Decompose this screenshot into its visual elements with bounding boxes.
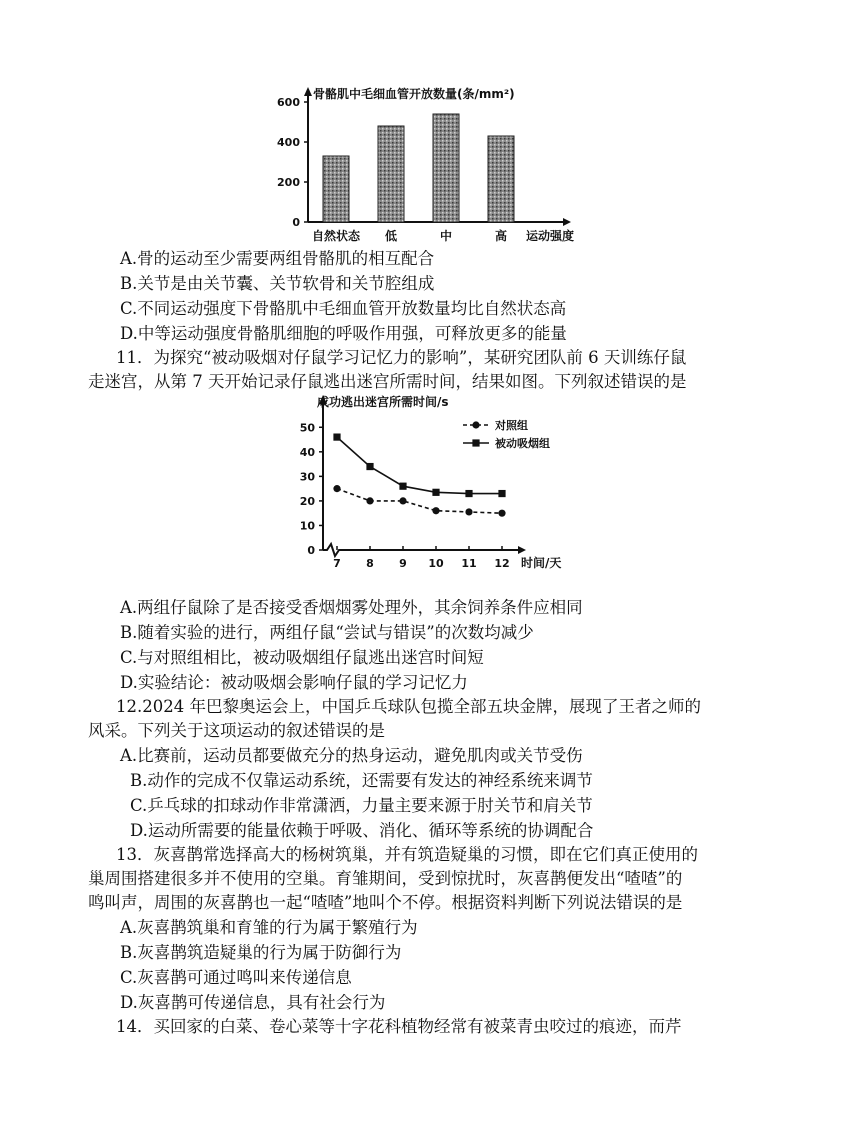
line-chart-ylabel: 成功逃出迷宫所需时间/s	[317, 395, 449, 409]
bar-category-label: 自然状态	[311, 229, 361, 243]
maze-time-line-chart	[283, 390, 583, 575]
bar	[488, 136, 514, 222]
data-point	[465, 508, 472, 515]
q12-option-c: C.乒乓球的扣球动作非常潇洒，力量主要来源于肘关节和肩关节	[130, 796, 593, 815]
data-point	[465, 490, 472, 497]
bar-y-arrow	[304, 87, 312, 96]
legend-label: 被动吸烟组	[495, 437, 550, 450]
legend-marker	[472, 439, 479, 446]
q11-option-a: A.两组仔鼠除了是否接受香烟烟雾处理外，其余饲养条件应相同	[120, 598, 583, 617]
line-x-tick-label: 7	[333, 557, 341, 570]
q11-option-d: D.实验结论：被动吸烟会影响仔鼠的学习记忆力	[120, 673, 468, 692]
line-chart-xlabel: 时间/天	[521, 556, 562, 570]
q11-stem-line1: 11．为探究“被动吸烟对仔鼠学习记忆力的影响”，某研究团队前 6 天训练仔鼠	[116, 348, 687, 367]
legend-label: 对照组	[495, 419, 528, 432]
q13-option-b: B.灰喜鹊筑造疑巢的行为属于防御行为	[120, 943, 402, 962]
line-y-tick-label: 10	[299, 519, 315, 533]
data-point	[498, 490, 505, 497]
data-point	[366, 497, 373, 504]
data-point	[498, 510, 505, 517]
line-y-tick-label: 20	[299, 494, 315, 508]
q13-stem-line2: 巢周围搭建很多并不使用的空巢。育雏期间，受到惊扰时，灰喜鹊便发出“喳喳”的	[88, 869, 683, 888]
q13-option-a: A.灰喜鹊筑巢和育雏的行为属于繁殖行为	[120, 918, 418, 937]
bar-category-label: 中	[439, 229, 453, 243]
line-y-tick-label: 30	[299, 470, 315, 484]
data-point	[399, 483, 406, 490]
q13-option-d: D.灰喜鹊可传递信息，具有社会行为	[120, 993, 386, 1012]
q12-option-d: D.运动所需要的能量依赖于呼吸、消化、循环等系统的协调配合	[130, 821, 594, 840]
line-x-tick-label: 10	[428, 557, 444, 570]
bar-category-label: 低	[384, 229, 398, 243]
line-x-axis	[323, 544, 518, 556]
line-x-tick-label: 11	[461, 557, 477, 570]
bar-y-tick-label: 200	[277, 176, 300, 189]
bar	[433, 114, 459, 222]
bar-y-tick-label: 0	[292, 216, 300, 229]
line-x-tick-label: 12	[494, 557, 510, 570]
q12-stem-line1: 12.2024 年巴黎奥运会上，中国乒乓球队包揽全部五块金牌，展现了王者之师的	[116, 697, 701, 716]
bar-chart-xlabel: 运动强度	[526, 229, 575, 243]
q13-option-c: C.灰喜鹊可通过鸣叫来传递信息	[120, 968, 352, 987]
legend-marker	[472, 421, 479, 428]
q11-option-b: B.随着实验的进行，两组仔鼠“尝试与错误”的次数均减少	[120, 623, 534, 642]
q10-option-a: A.骨的运动至少需要两组骨骼肌的相互配合	[120, 249, 435, 268]
line-x-tick-label: 9	[399, 557, 407, 570]
q12-option-a: A.比赛前，运动员都要做充分的热身运动，避免肌肉或关节受伤	[120, 746, 583, 765]
q10-option-b: B.关节是由关节囊、关节软骨和关节腔组成	[120, 274, 435, 293]
series-line	[337, 489, 502, 514]
q11-option-c: C.与对照组相比，被动吸烟组仔鼠逃出迷宫时间短	[120, 648, 484, 667]
data-point	[432, 489, 439, 496]
bar	[323, 156, 349, 222]
data-point	[333, 433, 340, 440]
data-point	[399, 497, 406, 504]
bar	[378, 126, 404, 222]
data-point	[432, 507, 439, 514]
q13-stem-line1: 13．灰喜鹊常选择高大的杨树筑巢，并有筑造疑巢的习惯，即在它们真正使用的	[116, 845, 698, 864]
bar-category-label: 高	[494, 229, 508, 243]
q10-option-d: D.中等运动强度骨骼肌细胞的呼吸作用强，可释放更多的能量	[120, 324, 567, 343]
line-x-tick-label: 8	[366, 557, 374, 570]
line-y-tick-label: 40	[299, 445, 315, 459]
q14-stem-line1: 14．买回家的白菜、卷心菜等十字花科植物经常有被菜青虫咬过的痕迹，而芹	[116, 1017, 682, 1036]
data-point	[333, 485, 340, 492]
q13-stem-line3: 鸣叫声，周围的灰喜鹊也一起“喳喳”地叫个不停。根据资料判断下列说法错误的是	[88, 893, 683, 912]
line-y-tick-label: 50	[299, 421, 315, 435]
q11-stem-line2: 走迷宫，从第 7 天开始记录仔鼠逃出迷宫所需时间，结果如图。下列叙述错误的是	[88, 372, 687, 391]
capillary-bar-chart	[268, 82, 588, 247]
bar-y-tick-label: 600	[277, 96, 300, 109]
q12-stem-line2: 风采。下列关于这项运动的叙述错误的是	[88, 721, 385, 740]
bar-x-arrow	[563, 218, 571, 226]
line-x-arrow	[518, 546, 526, 554]
line-y-tick-label: 0	[307, 544, 315, 557]
data-point	[366, 463, 373, 470]
q10-option-c: C.不同运动强度下骨骼肌中毛细血管开放数量均比自然状态高	[120, 299, 567, 318]
bar-y-tick-label: 400	[277, 136, 300, 149]
bar-chart-ylabel: 骨骼肌中毛细血管开放数量(条/mm²)	[313, 87, 515, 101]
q12-option-b: B.动作的完成不仅靠运动系统，还需要有发达的神经系统来调节	[130, 771, 593, 790]
